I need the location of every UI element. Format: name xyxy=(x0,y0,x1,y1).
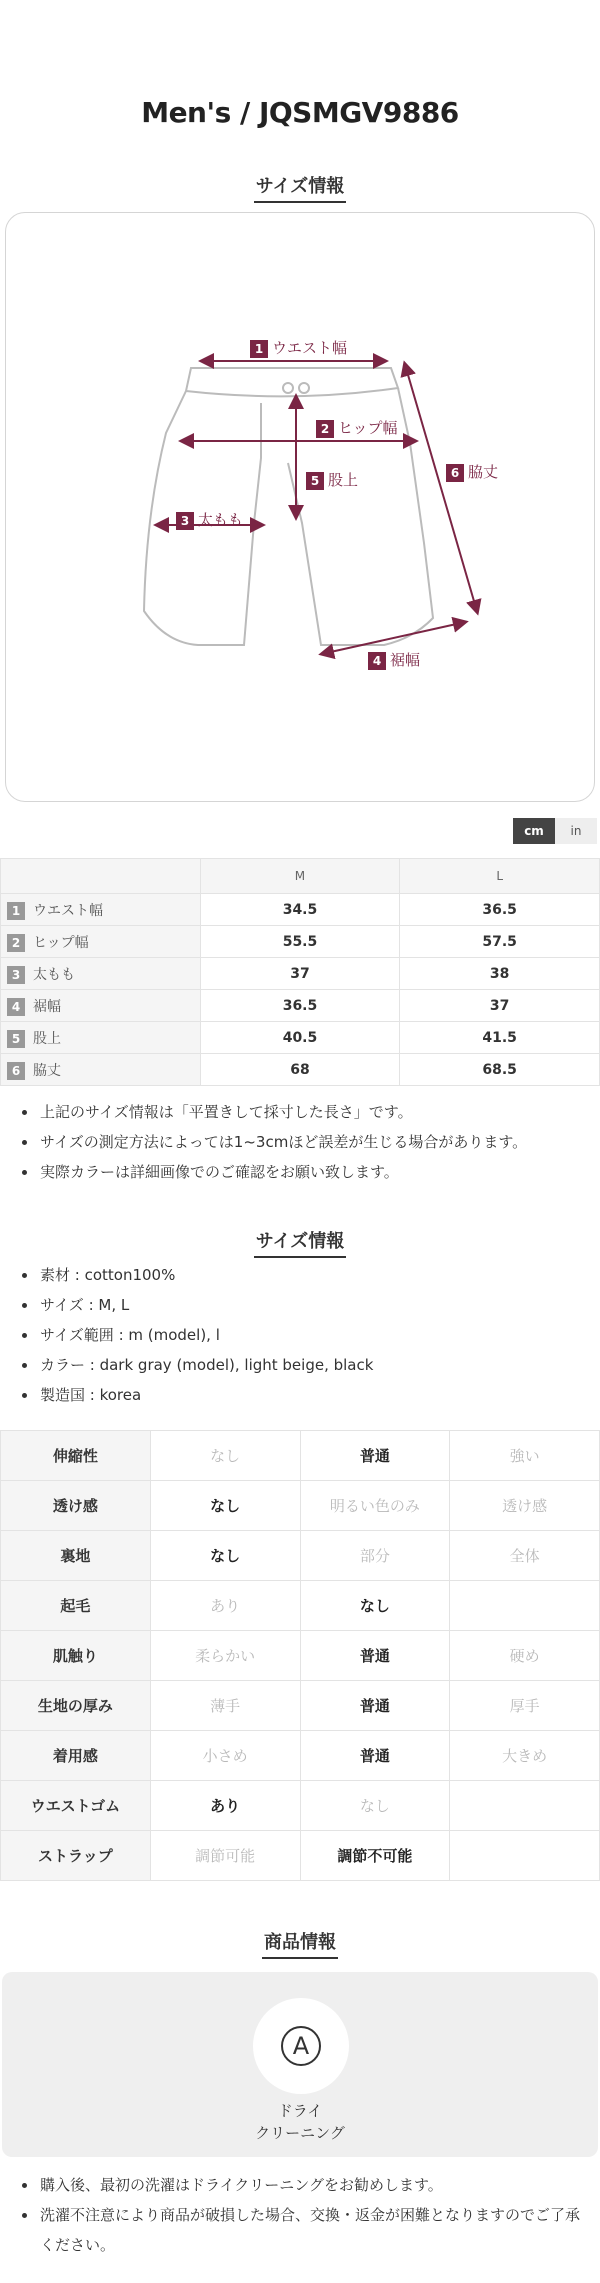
attribute-option: 明るい色のみ xyxy=(300,1481,450,1531)
label-rise-text: 股上 xyxy=(328,471,359,489)
spec-section-heading xyxy=(0,1227,600,1258)
size-cell: 37 xyxy=(200,958,400,990)
attribute-option: 透け感 xyxy=(450,1481,600,1531)
attribute-table xyxy=(0,1430,600,1881)
size-section-title: サイズ情報 xyxy=(254,172,347,203)
shorts-outline xyxy=(144,368,433,645)
list-item: 実際カラーは詳細画像でのご確認をお願い致します。 xyxy=(20,1157,590,1187)
table-row xyxy=(1,1631,600,1681)
attribute-option: 全体 xyxy=(450,1531,600,1581)
size-row-num: 3 xyxy=(7,966,25,984)
size-cell: 68.5 xyxy=(400,1054,600,1086)
attribute-option: 小さめ xyxy=(150,1731,300,1781)
table-row xyxy=(1,1731,600,1781)
size-row-label-text: ヒップ幅 xyxy=(33,934,89,951)
attribute-option xyxy=(450,1581,600,1631)
table-row xyxy=(1,1531,600,1581)
unit-cm-button[interactable]: cm xyxy=(513,818,555,844)
table-row xyxy=(1,1781,600,1831)
list-item: サイズ : M, L xyxy=(20,1290,590,1320)
dry-cleaning-icon: A xyxy=(281,2026,321,2066)
attribute-option xyxy=(450,1831,600,1881)
care-icon-circle xyxy=(253,1998,349,2094)
attribute-label: 肌触り xyxy=(1,1631,151,1681)
attribute-label: 伸縮性 xyxy=(1,1431,151,1481)
spec-list xyxy=(20,1260,590,1410)
list-item: サイズ範囲 : m (model), l xyxy=(20,1320,590,1350)
size-table-corner xyxy=(1,859,201,894)
attribute-option-selected: なし xyxy=(150,1531,300,1581)
attribute-option-selected: 普通 xyxy=(300,1431,450,1481)
size-row-label xyxy=(1,1054,201,1086)
label-thigh-num: 3 xyxy=(176,512,194,530)
size-col-header: L xyxy=(400,859,600,894)
size-row-label-text: 股上 xyxy=(33,1030,61,1047)
list-item: 製造国 : korea xyxy=(20,1380,590,1410)
care-label-line2: クリーニング xyxy=(255,2124,345,2142)
attribute-option: 厚手 xyxy=(450,1681,600,1731)
attribute-label: ウエストゴム xyxy=(1,1781,151,1831)
label-side-num: 6 xyxy=(446,464,464,482)
attribute-option: 部分 xyxy=(300,1531,450,1581)
attribute-label: ストラップ xyxy=(1,1831,151,1881)
attribute-option: 大きめ xyxy=(450,1731,600,1781)
table-row xyxy=(1,1481,600,1531)
size-row-label xyxy=(1,894,201,926)
attribute-option-selected: 調節不可能 xyxy=(300,1831,450,1881)
attribute-option-selected: 普通 xyxy=(300,1631,450,1681)
attribute-option: 柔らかい xyxy=(150,1631,300,1681)
attribute-option: 強い xyxy=(450,1431,600,1481)
size-cell: 36.5 xyxy=(400,894,600,926)
label-waist-num: 1 xyxy=(250,340,268,358)
measure-lines xyxy=(161,361,476,653)
care-notes xyxy=(20,2170,590,2260)
label-hip xyxy=(316,417,398,438)
attribute-option: あり xyxy=(150,1581,300,1631)
label-side-text: 脇丈 xyxy=(468,463,499,481)
label-hem-num: 4 xyxy=(368,652,386,670)
shorts-diagram-svg xyxy=(6,213,596,803)
attribute-label: 着用感 xyxy=(1,1731,151,1781)
label-hip-text: ヒップ幅 xyxy=(338,419,398,437)
size-cell: 34.5 xyxy=(200,894,400,926)
list-item: サイズの測定方法によっては1~3cmほど誤差が生じる場合があります。 xyxy=(20,1127,590,1157)
size-cell: 55.5 xyxy=(200,926,400,958)
table-row xyxy=(1,1831,600,1881)
product-info-heading xyxy=(0,1928,600,1959)
list-item: 洗濯不注意により商品が破損した場合、交換・返金が困難となりますのでご了承ください。 xyxy=(20,2200,590,2260)
product-title: Men's / JQSMGV9886 xyxy=(141,96,459,129)
size-cell: 41.5 xyxy=(400,1022,600,1054)
size-row-num: 2 xyxy=(7,934,25,952)
size-col-header: M xyxy=(200,859,400,894)
attribute-option: なし xyxy=(150,1431,300,1481)
attribute-option xyxy=(450,1781,600,1831)
attribute-option: 調節可能 xyxy=(150,1831,300,1881)
size-row-num: 6 xyxy=(7,1062,25,1080)
size-notes xyxy=(20,1097,590,1187)
size-diagram xyxy=(5,212,595,802)
size-row-label xyxy=(1,1022,201,1054)
size-cell: 40.5 xyxy=(200,1022,400,1054)
attribute-option: 硬め xyxy=(450,1631,600,1681)
unit-in-button[interactable]: in xyxy=(555,818,597,844)
table-row xyxy=(1,926,600,958)
label-rise xyxy=(306,469,358,490)
attribute-option-selected: 普通 xyxy=(300,1731,450,1781)
attribute-option-selected: 普通 xyxy=(300,1681,450,1731)
size-table xyxy=(0,858,600,1086)
attribute-label: 起毛 xyxy=(1,1581,151,1631)
care-label xyxy=(2,2100,598,2144)
size-cell: 38 xyxy=(400,958,600,990)
size-cell: 36.5 xyxy=(200,990,400,1022)
list-item: 購入後、最初の洗濯はドライクリーニングをお勧めします。 xyxy=(20,2170,590,2200)
label-waist xyxy=(250,337,347,358)
attribute-label: 生地の厚み xyxy=(1,1681,151,1731)
size-row-label-text: 裾幅 xyxy=(33,998,61,1015)
label-waist-text: ウエスト幅 xyxy=(272,339,348,357)
size-cell: 68 xyxy=(200,1054,400,1086)
spec-section-title: サイズ情報 xyxy=(254,1227,347,1258)
label-hip-num: 2 xyxy=(316,420,334,438)
list-item: 上記のサイズ情報は「平置きして採寸した長さ」です。 xyxy=(20,1097,590,1127)
label-hem xyxy=(368,649,420,670)
list-item: 素材 : cotton100% xyxy=(20,1260,590,1290)
table-row xyxy=(1,894,600,926)
attribute-option-selected: なし xyxy=(150,1481,300,1531)
attribute-option-selected: なし xyxy=(300,1581,450,1631)
table-row xyxy=(1,1681,600,1731)
size-section-heading xyxy=(0,172,600,203)
label-hem-text: 裾幅 xyxy=(390,651,421,669)
size-row-label xyxy=(1,958,201,990)
size-cell: 57.5 xyxy=(400,926,600,958)
attribute-label: 裏地 xyxy=(1,1531,151,1581)
table-row xyxy=(1,990,600,1022)
attribute-option-selected: あり xyxy=(150,1781,300,1831)
size-row-label xyxy=(1,926,201,958)
size-row-label xyxy=(1,990,201,1022)
unit-toggle xyxy=(513,818,597,844)
care-label-line1: ドライ xyxy=(277,2102,323,2120)
size-row-num: 1 xyxy=(7,902,25,920)
label-thigh xyxy=(176,509,243,530)
table-row xyxy=(1,1022,600,1054)
size-table-header xyxy=(1,859,600,894)
attribute-option: なし xyxy=(300,1781,450,1831)
size-row-label-text: 太もも xyxy=(33,966,75,983)
product-info-title: 商品情報 xyxy=(262,1928,338,1959)
table-row xyxy=(1,1054,600,1086)
table-row xyxy=(1,958,600,990)
size-row-num: 4 xyxy=(7,998,25,1016)
label-side xyxy=(446,461,498,482)
size-row-num: 5 xyxy=(7,1030,25,1048)
table-row xyxy=(1,1581,600,1631)
table-row xyxy=(1,1431,600,1481)
list-item: カラー : dark gray (model), light beige, black xyxy=(20,1350,590,1380)
attribute-label: 透け感 xyxy=(1,1481,151,1531)
label-thigh-text: 太もも xyxy=(198,511,244,529)
size-row-label-text: 脇丈 xyxy=(33,1062,61,1079)
size-row-label-text: ウエスト幅 xyxy=(33,902,103,919)
size-cell: 37 xyxy=(400,990,600,1022)
attribute-option: 薄手 xyxy=(150,1681,300,1731)
label-rise-num: 5 xyxy=(306,472,324,490)
care-box xyxy=(2,1972,598,2157)
